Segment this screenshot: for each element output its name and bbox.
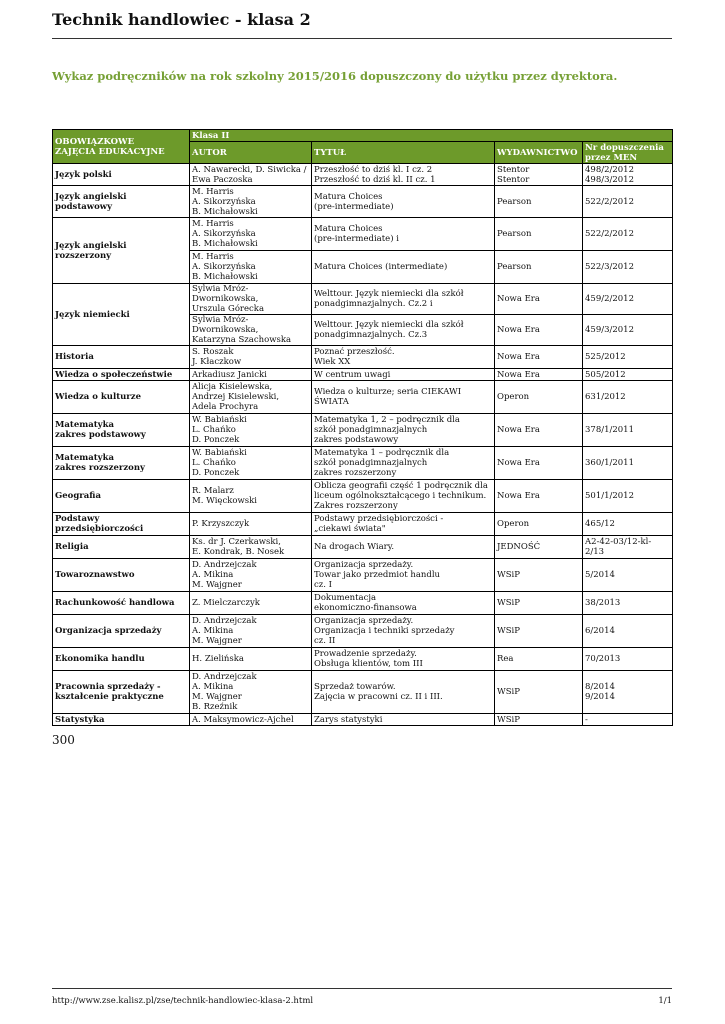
publisher-cell: Pearson bbox=[495, 186, 583, 218]
subject-cell: Towaroznawstwo bbox=[53, 559, 190, 592]
title-cell: Matura Choices (pre-intermediate) i bbox=[312, 218, 495, 251]
table-row bbox=[53, 536, 673, 559]
header-publisher: WYDAWNICTWO bbox=[495, 142, 583, 164]
publisher-cell: Nowa Era bbox=[495, 284, 583, 315]
author-cell: Sylwia Mróz-Dwornikowska, Katarzyna Szachowska bbox=[190, 315, 312, 346]
table-row bbox=[53, 592, 673, 615]
publisher-cell: Nowa Era bbox=[495, 447, 583, 480]
table-row bbox=[53, 346, 673, 369]
approval-cell: 459/2/2012 bbox=[583, 284, 673, 315]
publisher-cell: JEDNOŚĆ bbox=[495, 536, 583, 559]
subject-cell: Język angielski podstawowy bbox=[53, 186, 190, 218]
author-cell: Arkadiusz Janicki bbox=[190, 369, 312, 381]
author-cell: R. Malarz M. Więckowski bbox=[190, 480, 312, 513]
header-class: Klasa II bbox=[190, 130, 673, 142]
approval-cell: 6/2014 bbox=[583, 615, 673, 648]
author-cell: S. Roszak J. Kłaczkow bbox=[190, 346, 312, 369]
approval-cell: 38/2013 bbox=[583, 592, 673, 615]
subject-cell: Organizacja sprzedaży bbox=[53, 615, 190, 648]
title-cell: Na drogach Wiary. bbox=[312, 536, 495, 559]
title-cell: Zarys statystyki bbox=[312, 714, 495, 726]
title-cell: Poznać przeszłość. Wiek XX bbox=[312, 346, 495, 369]
title-cell: Matematyka 1 – podręcznik dla szkół ponadgimnazjalnych zakres rozszerzony bbox=[312, 447, 495, 480]
title-cell: Dokumentacja ekonomiczno-finansowa bbox=[312, 592, 495, 615]
table-row bbox=[53, 559, 673, 592]
publisher-cell: WSiP bbox=[495, 615, 583, 648]
subject-cell: Pracownia sprzedaży - kształcenie praktyczne bbox=[53, 671, 190, 714]
title-cell: Matura Choices (pre-intermediate) bbox=[312, 186, 495, 218]
table-row bbox=[53, 480, 673, 513]
author-cell: D. Andrzejczak A. Mikina M. Wajgner B. Rzeźnik bbox=[190, 671, 312, 714]
author-cell: D. Andrzejczak A. Mikina M. Wajgner bbox=[190, 559, 312, 592]
subject-cell: Matematyka zakres rozszerzony bbox=[53, 447, 190, 480]
subject-cell: Wiedza o kulturze bbox=[53, 381, 190, 414]
approval-cell: 5/2014 bbox=[583, 559, 673, 592]
approval-cell: 465/12 bbox=[583, 513, 673, 536]
title-cell: Organizacja sprzedaży. Towar jako przedmiot handlu cz. I bbox=[312, 559, 495, 592]
publisher-cell: WSiP bbox=[495, 714, 583, 726]
title-cell: Podstawy przedsiębiorczości - „ciekawi świata" bbox=[312, 513, 495, 536]
title-cell: Sprzedaż towarów. Zajęcia w pracowni cz. II i III. bbox=[312, 671, 495, 714]
author-cell: A. Maksymowicz-Ajchel bbox=[190, 714, 312, 726]
approval-cell: 378/1/2011 bbox=[583, 414, 673, 447]
publisher-cell: Operon bbox=[495, 381, 583, 414]
publisher-cell: Nowa Era bbox=[495, 346, 583, 369]
author-cell: Ks. dr J. Czerkawski, E. Kondrak, B. Nosek bbox=[190, 536, 312, 559]
subject-cell: Język angielski rozszerzony bbox=[53, 218, 190, 284]
header-author: AUTOR bbox=[190, 142, 312, 164]
author-cell: W. Babiański L. Chańko D. Ponczek bbox=[190, 414, 312, 447]
subject-cell: Ekonomika handlu bbox=[53, 648, 190, 671]
author-cell: M. Harris A. Sikorzyńska B. Michałowski bbox=[190, 251, 312, 284]
table-row bbox=[53, 186, 673, 218]
table-row bbox=[53, 671, 673, 714]
approval-cell: 522/2/2012 bbox=[583, 186, 673, 218]
author-cell: W. Babiański L. Chańko D. Ponczek bbox=[190, 447, 312, 480]
header-title: TYTUŁ bbox=[312, 142, 495, 164]
publisher-cell: WSiP bbox=[495, 671, 583, 714]
subject-cell: Podstawy przedsiębiorczości bbox=[53, 513, 190, 536]
table-row bbox=[53, 414, 673, 447]
publisher-cell: Rea bbox=[495, 648, 583, 671]
author-cell: Alicja Kisielewska, Andrzej Kisielewski, Adela Prochyra bbox=[190, 381, 312, 414]
subject-cell: Statystyka bbox=[53, 714, 190, 726]
subject-cell: Wiedza o społeczeństwie bbox=[53, 369, 190, 381]
footer-divider bbox=[52, 988, 672, 989]
publisher-cell: Nowa Era bbox=[495, 414, 583, 447]
approval-cell: A2-42-03/12-kl-2/13 bbox=[583, 536, 673, 559]
subject-cell: Język polski bbox=[53, 164, 190, 186]
approval-cell: 631/2012 bbox=[583, 381, 673, 414]
page-title: Technik handlowiec - klasa 2 bbox=[52, 10, 311, 29]
table-row bbox=[53, 284, 673, 315]
subject-cell: Historia bbox=[53, 346, 190, 369]
page-subtitle: Wykaz podręczników na rok szkolny 2015/2016 dopuszczony do użytku przez dyrektora. bbox=[52, 69, 618, 83]
title-cell: Prowadzenie sprzedaży. Obsługa klientów, tom III bbox=[312, 648, 495, 671]
publisher-cell: Stentor Stentor bbox=[495, 164, 583, 186]
publisher-cell: WSiP bbox=[495, 592, 583, 615]
approval-cell: 501/1/2012 bbox=[583, 480, 673, 513]
title-cell: Matematyka 1, 2 – podręcznik dla szkół ponadgimnazjalnych zakres podstawowy bbox=[312, 414, 495, 447]
subject-cell: Matematyka zakres podstawowy bbox=[53, 414, 190, 447]
approval-cell: 505/2012 bbox=[583, 369, 673, 381]
author-cell: M. Harris A. Sikorzyńska B. Michałowski bbox=[190, 186, 312, 218]
table-row bbox=[53, 447, 673, 480]
table-row bbox=[53, 381, 673, 414]
author-cell: Sylwia Mróz-Dwornikowska, Urszula Górecka bbox=[190, 284, 312, 315]
author-cell: H. Zielińska bbox=[190, 648, 312, 671]
subject-cell: Geografia bbox=[53, 480, 190, 513]
author-cell: D. Andrzejczak A. Mikina M. Wajgner bbox=[190, 615, 312, 648]
title-cell: Matura Choices (intermediate) bbox=[312, 251, 495, 284]
publisher-cell: Pearson bbox=[495, 218, 583, 251]
title-cell: Wiedza o kulturze; seria CIEKAWI ŚWIATA bbox=[312, 381, 495, 414]
page-number: 300 bbox=[52, 733, 75, 747]
table-row bbox=[53, 714, 673, 726]
table-row bbox=[53, 369, 673, 381]
title-cell: Przeszłość to dziś kl. I cz. 2 Przeszłość to dziś kl. II cz. 1 bbox=[312, 164, 495, 186]
approval-cell: 459/3/2012 bbox=[583, 315, 673, 346]
author-cell: M. Harris A. Sikorzyńska B. Michałowski bbox=[190, 218, 312, 251]
header-subject: OBOWIĄZKOWE ZAJĘCIA EDUKACYJNE bbox=[53, 130, 190, 164]
title-divider bbox=[52, 38, 672, 39]
approval-cell: 498/2/2012 498/3/2012 bbox=[583, 164, 673, 186]
approval-cell: 8/2014 9/2014 bbox=[583, 671, 673, 714]
publisher-cell: Nowa Era bbox=[495, 480, 583, 513]
table-row bbox=[53, 218, 673, 251]
title-cell: Welttour. Język niemiecki dla szkół ponadgimnazjalnych. Cz.3 bbox=[312, 315, 495, 346]
approval-cell: 522/3/2012 bbox=[583, 251, 673, 284]
approval-cell: 360/1/2011 bbox=[583, 447, 673, 480]
publisher-cell: Nowa Era bbox=[495, 369, 583, 381]
subject-cell: Rachunkowość handlowa bbox=[53, 592, 190, 615]
author-cell: P. Krzyszczyk bbox=[190, 513, 312, 536]
publisher-cell: WSiP bbox=[495, 559, 583, 592]
author-cell: A. Nawarecki, D. Siwicka / Ewa Paczoska bbox=[190, 164, 312, 186]
title-cell: W centrum uwagi bbox=[312, 369, 495, 381]
table-row bbox=[53, 164, 673, 186]
approval-cell: 525/2012 bbox=[583, 346, 673, 369]
approval-cell: - bbox=[583, 714, 673, 726]
publisher-cell: Pearson bbox=[495, 251, 583, 284]
table-row bbox=[53, 648, 673, 671]
footer-page-indicator: 1/1 bbox=[658, 996, 672, 1006]
author-cell: Z. Mielczarczyk bbox=[190, 592, 312, 615]
publisher-cell: Operon bbox=[495, 513, 583, 536]
approval-cell: 522/2/2012 bbox=[583, 218, 673, 251]
publisher-cell: Nowa Era bbox=[495, 315, 583, 346]
title-cell: Organizacja sprzedaży. Organizacja i techniki sprzedaży cz. II bbox=[312, 615, 495, 648]
header-approval-number: Nr dopuszczenia przez MEN bbox=[583, 142, 673, 164]
footer-url: http://www.zse.kalisz.pl/zse/technik-handlowiec-klasa-2.html bbox=[52, 996, 314, 1006]
table-row bbox=[53, 615, 673, 648]
title-cell: Welttour. Język niemiecki dla szkół ponadgimnazjalnych. Cz.2 i bbox=[312, 284, 495, 315]
title-cell: Oblicza geografii część 1 podręcznik dla liceum ogólnokształcącego i technikum. Zakres rozszerzony bbox=[312, 480, 495, 513]
subject-cell: Religia bbox=[53, 536, 190, 559]
textbook-table bbox=[52, 129, 673, 726]
table-row bbox=[53, 513, 673, 536]
subject-cell: Język niemiecki bbox=[53, 284, 190, 346]
approval-cell: 70/2013 bbox=[583, 648, 673, 671]
